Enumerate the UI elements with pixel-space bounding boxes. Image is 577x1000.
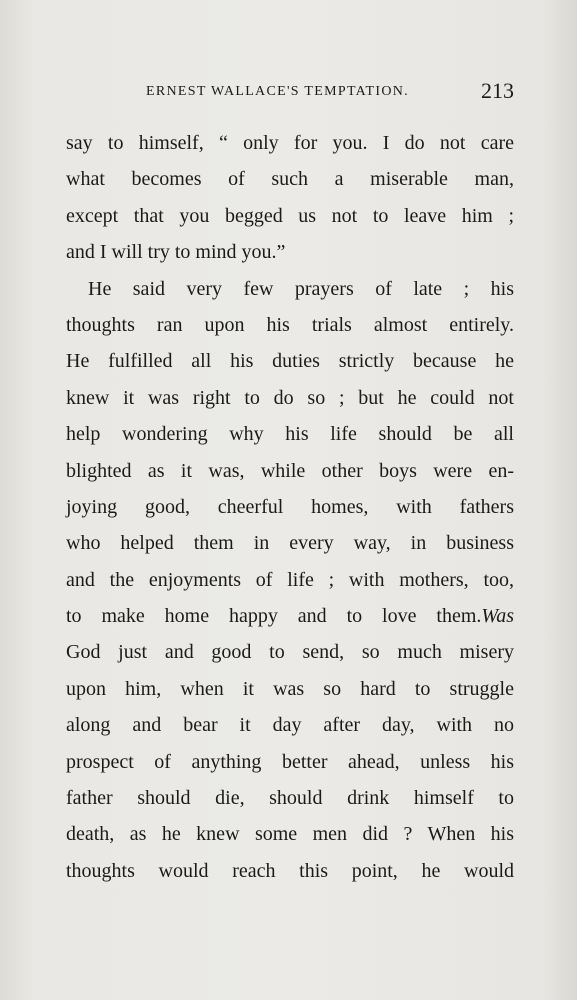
line-text: to make home happy and to love them. bbox=[66, 605, 482, 628]
text-line: upon him, when it was so hard to struggle bbox=[66, 677, 514, 700]
text-line: He fulfilled all his duties strictly because he bbox=[66, 350, 514, 373]
running-head: ERNEST WALLACE'S TEMPTATION. bbox=[146, 84, 409, 99]
page-number: 213 bbox=[481, 78, 514, 103]
text-line: help wondering why his life should be all bbox=[66, 423, 514, 446]
page-header bbox=[66, 78, 514, 108]
text-line: what becomes of such a miserable man, bbox=[66, 168, 514, 191]
text-line: blighted as it was, while other boys were en- bbox=[66, 459, 514, 482]
text-line: along and bear it day after day, with no bbox=[66, 714, 514, 737]
text-line: who helped them in every way, in business bbox=[66, 532, 514, 555]
text-line: thoughts ran upon his trials almost entirely. bbox=[66, 313, 514, 336]
text-line: say to himself, “ only for you. I do not care bbox=[66, 132, 514, 154]
text-line: except that you begged us not to leave him ; bbox=[66, 204, 514, 227]
text-line: death, as he knew some men did ? When his bbox=[66, 823, 514, 846]
text-line: father should die, should drink himself to bbox=[66, 787, 514, 810]
text-line: and I will try to mind you.” bbox=[66, 241, 286, 264]
text-line: knew it was right to do so ; but he could not bbox=[66, 386, 514, 409]
text-line: God just and good to send, so much misery bbox=[66, 641, 514, 664]
text-line: thoughts would reach this point, he would bbox=[66, 859, 514, 882]
text-line-with-italic bbox=[66, 598, 514, 634]
text-line: joying good, cheerful homes, with fathers bbox=[66, 495, 514, 518]
text-line: and the enjoyments of life ; with mothers, too, bbox=[66, 568, 514, 591]
text-line: prospect of anything better ahead, unless his bbox=[66, 750, 514, 773]
body-text bbox=[66, 125, 514, 889]
paragraph-first-line: He said very few prayers of late ; his bbox=[88, 277, 514, 300]
italic-word: Was bbox=[481, 605, 514, 628]
